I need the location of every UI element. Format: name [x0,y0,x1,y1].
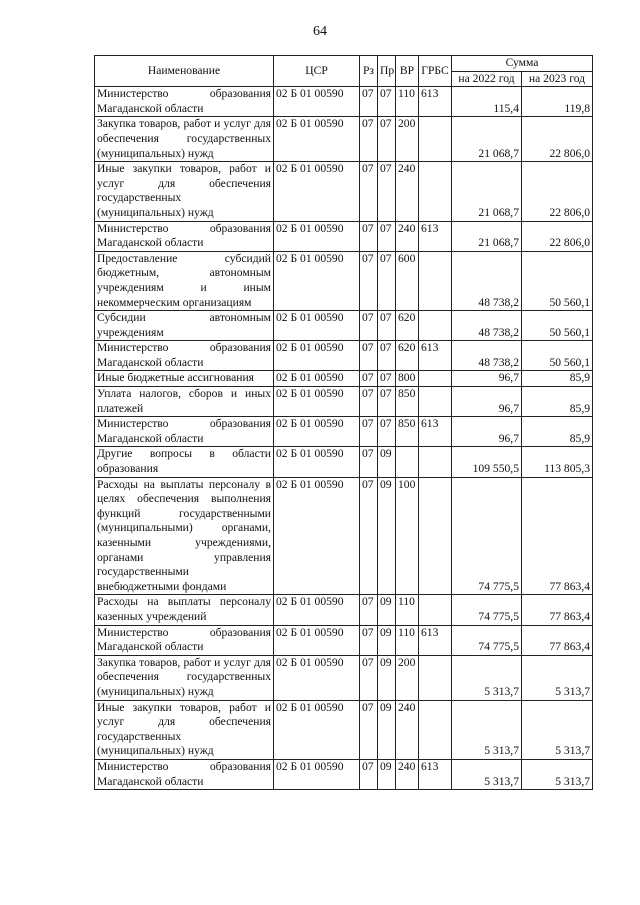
table-row [95,595,593,625]
header-year-2022: на 2022 год [452,71,522,87]
cell-vr: 200 [396,117,419,162]
table-row [95,477,593,595]
cell-name: Другие вопросы в области образования [95,447,274,477]
cell-csr: 02 Б 01 00590 [274,700,360,759]
cell-amount-2023: 5 313,7 [522,759,593,789]
cell-name: Министерство образования Магаданской области [95,417,274,447]
cell-rz: 07 [360,625,378,655]
cell-name: Иные закупки товаров, работ и услуг для обеспечения государственных (муниципальных) нужд [95,700,274,759]
cell-csr: 02 Б 01 00590 [274,477,360,595]
cell-vr: 620 [396,341,419,371]
header-csr: ЦСР [274,56,360,87]
cell-pr: 07 [378,417,396,447]
cell-rz: 07 [360,251,378,310]
cell-pr: 07 [378,162,396,221]
table-row [95,87,593,117]
cell-pr: 07 [378,387,396,417]
cell-amount-2023: 50 560,1 [522,341,593,371]
page-number: 64 [313,24,327,39]
cell-name: Расходы на выплаты персоналу в целях обеспечения выполнения функций государственными (муниципальными) органами, казенными учреждениями, органами управления государственными внебюджетными фондами [95,477,274,595]
cell-amount-2023: 85,9 [522,417,593,447]
cell-amount-2023: 22 806,0 [522,162,593,221]
cell-amount-2022: 5 313,7 [452,700,522,759]
cell-vr: 100 [396,477,419,595]
cell-csr: 02 Б 01 00590 [274,162,360,221]
cell-grbs [419,371,452,387]
cell-amount-2022: 48 738,2 [452,311,522,341]
cell-grbs [419,655,452,700]
cell-csr: 02 Б 01 00590 [274,595,360,625]
cell-pr: 09 [378,700,396,759]
cell-amount-2023: 77 863,4 [522,595,593,625]
cell-csr: 02 Б 01 00590 [274,759,360,789]
cell-pr: 09 [378,477,396,595]
cell-name: Закупка товаров, работ и услуг для обеспечения государственных (муниципальных) нужд [95,117,274,162]
cell-amount-2022: 74 775,5 [452,625,522,655]
table-row [95,625,593,655]
table-row [95,221,593,251]
cell-csr: 02 Б 01 00590 [274,417,360,447]
cell-vr: 240 [396,162,419,221]
cell-amount-2023: 113 805,3 [522,447,593,477]
cell-rz: 07 [360,221,378,251]
cell-vr: 110 [396,625,419,655]
cell-name: Министерство образования Магаданской области [95,341,274,371]
table-row [95,311,593,341]
cell-grbs [419,387,452,417]
cell-csr: 02 Б 01 00590 [274,387,360,417]
cell-amount-2023: 22 806,0 [522,221,593,251]
cell-vr: 800 [396,371,419,387]
cell-grbs [419,117,452,162]
cell-grbs: 613 [419,221,452,251]
cell-grbs: 613 [419,759,452,789]
cell-amount-2023: 119,8 [522,87,593,117]
cell-pr: 09 [378,447,396,477]
cell-amount-2023: 50 560,1 [522,251,593,310]
cell-amount-2022: 109 550,5 [452,447,522,477]
cell-name: Предоставление субсидий бюджетным, автономным учреждениям и иным некоммерческим организациям [95,251,274,310]
cell-vr: 620 [396,311,419,341]
cell-csr: 02 Б 01 00590 [274,371,360,387]
cell-rz: 07 [360,162,378,221]
cell-grbs [419,595,452,625]
cell-pr: 07 [378,251,396,310]
cell-vr: 110 [396,87,419,117]
header-pr: Пр [378,56,396,87]
header-grbs: ГРБС [419,56,452,87]
table-row [95,251,593,310]
header-name: Наименование [95,56,274,87]
cell-csr: 02 Б 01 00590 [274,87,360,117]
cell-grbs [419,700,452,759]
cell-vr: 240 [396,759,419,789]
cell-pr: 09 [378,595,396,625]
cell-vr: 240 [396,221,419,251]
cell-csr: 02 Б 01 00590 [274,117,360,162]
cell-pr: 09 [378,759,396,789]
cell-amount-2023: 22 806,0 [522,117,593,162]
cell-vr: 850 [396,387,419,417]
cell-grbs [419,251,452,310]
cell-amount-2022: 115,4 [452,87,522,117]
cell-grbs [419,447,452,477]
header-vr: ВР [396,56,419,87]
cell-rz: 07 [360,117,378,162]
cell-amount-2022: 96,7 [452,417,522,447]
cell-csr: 02 Б 01 00590 [274,341,360,371]
cell-amount-2022: 74 775,5 [452,477,522,595]
cell-rz: 07 [360,371,378,387]
cell-grbs: 613 [419,625,452,655]
cell-amount-2022: 5 313,7 [452,759,522,789]
cell-grbs: 613 [419,417,452,447]
cell-grbs [419,162,452,221]
table-row [95,655,593,700]
table-row [95,387,593,417]
cell-amount-2022: 48 738,2 [452,341,522,371]
cell-amount-2022: 21 068,7 [452,162,522,221]
cell-amount-2023: 77 863,4 [522,477,593,595]
cell-name: Уплата налогов, сборов и иных платежей [95,387,274,417]
cell-amount-2022: 5 313,7 [452,655,522,700]
cell-pr: 07 [378,87,396,117]
cell-amount-2022: 74 775,5 [452,595,522,625]
table-row [95,117,593,162]
cell-amount-2023: 5 313,7 [522,655,593,700]
table-row [95,759,593,789]
cell-amount-2023: 5 313,7 [522,700,593,759]
cell-rz: 07 [360,700,378,759]
cell-vr: 240 [396,700,419,759]
cell-amount-2022: 96,7 [452,371,522,387]
cell-csr: 02 Б 01 00590 [274,447,360,477]
cell-rz: 07 [360,595,378,625]
budget-table [94,55,593,790]
cell-amount-2023: 77 863,4 [522,625,593,655]
cell-amount-2022: 21 068,7 [452,117,522,162]
cell-pr: 07 [378,341,396,371]
cell-name: Министерство образования Магаданской области [95,625,274,655]
cell-csr: 02 Б 01 00590 [274,221,360,251]
cell-name: Иные закупки товаров, работ и услуг для обеспечения государственных (муниципальных) нужд [95,162,274,221]
cell-name: Министерство образования Магаданской области [95,759,274,789]
cell-name: Закупка товаров, работ и услуг для обеспечения государственных (муниципальных) нужд [95,655,274,700]
cell-pr: 07 [378,371,396,387]
table-row [95,341,593,371]
cell-rz: 07 [360,655,378,700]
table-row [95,417,593,447]
cell-csr: 02 Б 01 00590 [274,655,360,700]
cell-name: Субсидии автономным учреждениям [95,311,274,341]
cell-grbs [419,311,452,341]
cell-grbs [419,477,452,595]
cell-name: Министерство образования Магаданской области [95,221,274,251]
cell-amount-2023: 85,9 [522,371,593,387]
cell-rz: 07 [360,87,378,117]
header-rz: Рз [360,56,378,87]
cell-pr: 09 [378,655,396,700]
cell-rz: 07 [360,759,378,789]
cell-rz: 07 [360,477,378,595]
cell-csr: 02 Б 01 00590 [274,311,360,341]
cell-pr: 09 [378,625,396,655]
cell-rz: 07 [360,417,378,447]
cell-name: Министерство образования Магаданской области [95,87,274,117]
cell-amount-2022: 96,7 [452,387,522,417]
header-year-2023: на 2023 год [522,71,593,87]
table-row [95,162,593,221]
cell-rz: 07 [360,341,378,371]
cell-amount-2023: 50 560,1 [522,311,593,341]
cell-amount-2022: 48 738,2 [452,251,522,310]
cell-grbs: 613 [419,341,452,371]
table-row [95,700,593,759]
cell-rz: 07 [360,447,378,477]
cell-pr: 07 [378,221,396,251]
cell-vr: 110 [396,595,419,625]
cell-amount-2022: 21 068,7 [452,221,522,251]
cell-vr: 200 [396,655,419,700]
table-row [95,447,593,477]
cell-csr: 02 Б 01 00590 [274,251,360,310]
cell-amount-2023: 85,9 [522,387,593,417]
cell-pr: 07 [378,117,396,162]
cell-rz: 07 [360,311,378,341]
cell-csr: 02 Б 01 00590 [274,625,360,655]
header-sum: Сумма [452,56,593,72]
cell-name: Расходы на выплаты персоналу казенных учреждений [95,595,274,625]
cell-grbs: 613 [419,87,452,117]
cell-rz: 07 [360,387,378,417]
cell-vr: 850 [396,417,419,447]
cell-vr: 600 [396,251,419,310]
table-row [95,371,593,387]
cell-vr [396,447,419,477]
cell-name: Иные бюджетные ассигнования [95,371,274,387]
cell-pr: 07 [378,311,396,341]
